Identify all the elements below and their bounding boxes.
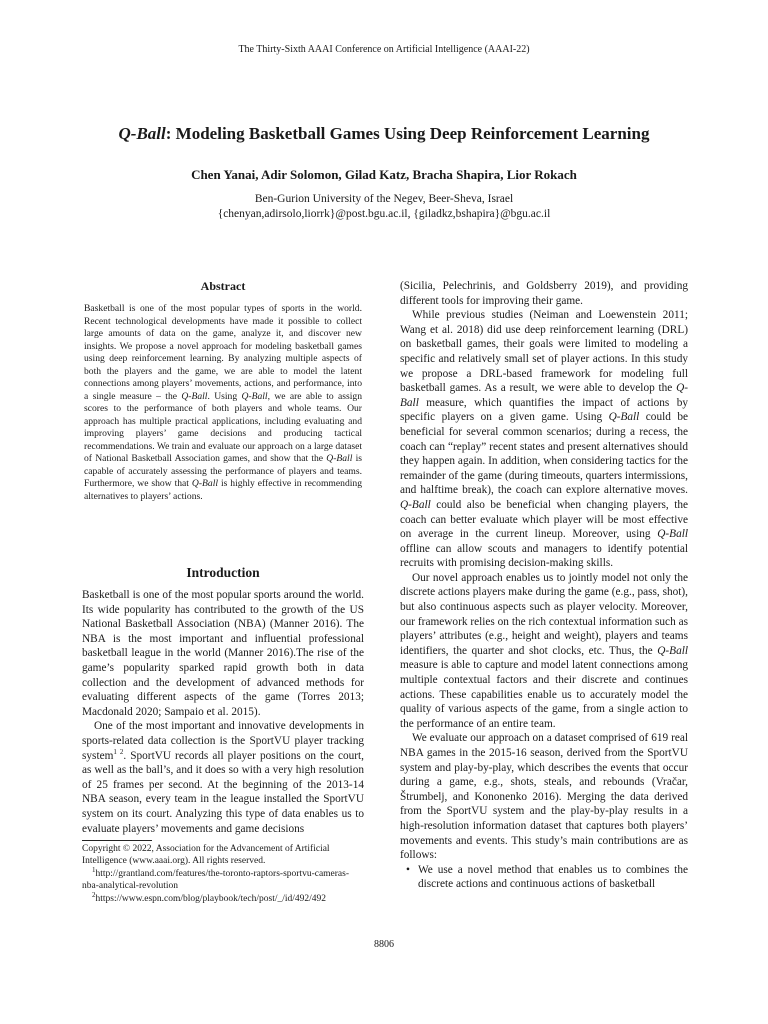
footnote-2-number: 2 [92, 890, 96, 899]
abstract-qball: Q-Ball [191, 478, 219, 489]
footnote-rule [82, 840, 152, 841]
title-rest: : Modeling Basketball Games Using Deep Reinforcement Learning [165, 124, 650, 143]
abstract-part: is highly effective in recommending alternatives to players’ actions. [84, 478, 363, 502]
footnotes [82, 843, 364, 905]
abstract-text [82, 303, 364, 503]
right-paragraph-0: (Sicilia, Pelechrinis, and Goldsberry 2019), and providing different tools for improving their game. [400, 280, 688, 307]
footnote-marks: 1 2 [113, 747, 124, 756]
abstract-part: is capable of accurately assessing the performance of players and teams. Furthermore, we show that [84, 453, 362, 489]
text-part: While previous studies (Neiman and Loewenstein 2011; Wang et al. 2018) did use deep reinforcement learning (DRL) on basketball games, their goals were limited to modeling a specific and relatively small set of player actions. In this study we propose a DRL-based framework for modeling full basketball games. As a result, we were able to develop the [400, 309, 688, 395]
abstract-qball: Q-Ball [326, 453, 353, 464]
abstract-qball: Q-Ball [181, 390, 208, 402]
right-paragraph-3: We evaluate our approach on a dataset comprised of 619 real NBA games in the 2015-16 season, derived from the SportVU system and play-by-play, which describes the events that occur during a game, e.g., shots, steals, and rebounds (Vračar, Štrumbelj, and Kononenko 2016). Merging the data derived from the SportVU system and the play-by-play results in a high-resolution information dataset that captures both players’ movements and events. This study’s main contributions are as follows: [400, 732, 688, 862]
footnote-2 [82, 890, 364, 905]
footnote-1-number: 1 [92, 865, 96, 874]
right-paragraph-2 [400, 571, 688, 732]
text-part: measure, which quantifies the impact of actions by specific players on a given game. Using [400, 396, 688, 424]
abstract-part: Basketball is one of the most popular types of sports in the world. Recent technological developments have made it possible to collect large amounts of data on the game, analyze it, and discover new insights. We propose a novel approach for modeling basketball games using deep reinforcement learning. By analyzing multiple aspects of both the players and the game, we are able to model the latent connections among players’ movements, actions, and performance, into a single measure – the [84, 303, 362, 402]
qball-term: Q-Ball [400, 382, 688, 409]
intro-text-part: One of the most important and innovative developments in sports-related data collection is the SportVU player tracking system [82, 720, 364, 762]
text-part: could also be beneficial when changing players, the coach can better evaluate which player will be most effective on average in the current lineup. Moreover, using [400, 498, 688, 541]
abstract-heading: Abstract [200, 279, 246, 293]
copyright-notice: Copyright © 2022, Association for the Advancement of Artificial Intelligence (www.aaai.org). All rights reserved. [82, 844, 330, 867]
text-part: could be beneficial for several common scenarios; during a recess, the coach can “replay” recent states and present alternatives should they happen again. In addition, when considering tactics for the remainder of the game (during timeouts, quarters intermissions, and halftime break), the coach can explore alternative moves. [400, 411, 688, 497]
right-paragraph-1 [400, 308, 688, 571]
text-part: offline can allow scouts and managers to identify potential recruits with promising decision-making skills. [400, 542, 688, 570]
authors: Chen Yanai, Adir Solomon, Gilad Katz, Bracha Shapira, Lior Rokach [191, 167, 577, 182]
affiliation-block [40, 192, 728, 222]
footnote-1-url: http://grantland.com/features/the-toronto-raptors-sportvu-cameras-nba-analytical-revolution [82, 868, 350, 892]
abstract-part: , we are able to assign scores to the performance of both players and whole teams. Our approach has multiple practical applications, including evaluating and improving players’ game decisions and producing tactical recommendations. We train and evaluate our approach on a large dataset of National Basketball Association games, and show that the [84, 390, 362, 464]
introduction-heading: Introduction [186, 565, 260, 580]
paper-title [40, 124, 728, 144]
contribution-item-1: • We use a novel method that enables us to combines the discrete actions and continuous actions of basketball [418, 863, 688, 892]
affiliation: Ben-Gurion University of the Negev, Beer-Sheva, Israel [254, 193, 514, 205]
emails: {chenyan,adirsolo,liorrk}@post.bgu.ac.il, {giladkz,bshapira}@bgu.ac.il [217, 208, 551, 220]
abstract-part: . Using [207, 390, 242, 402]
intro-paragraph-1: Basketball is one of the most popular sports around the world. Its wide popularity has contributed to the growth of the US National Basketball Association (NBA) (Manner 2016). The NBA is the most important and influential professional basketball league in the world (Manner 2016).The rise of the game’s popularity sparked rapid growth both in data collection and the development of advanced methods for evaluating different aspects of the game (Torres 2013; Macdonald 2020; Sampaio et al. 2015). [82, 589, 364, 718]
contributions-list [400, 863, 688, 892]
qball-term: Q-Ball [657, 528, 688, 541]
qball-term: Q-Ball [608, 411, 640, 424]
page-number: 8806 [374, 939, 394, 950]
intro-paragraph-2 [82, 719, 364, 836]
introduction-text [82, 588, 364, 836]
abstract-qball: Q-Ball [241, 390, 268, 402]
text-part: Our novel approach enables us to jointly model not only the discrete actions players make during the game (e.g., pass, shot), but also continuous aspects such as player velocity. Moreover, our framework relies on the rich contextual information such as players’ attributes (e.g., height and weight), players and teams identifiers, the quarter and shot clocks, etc. Thus, the [400, 571, 688, 657]
footnote-1 [82, 865, 364, 893]
text-part: measure is able to capture and model latent connections among multiple contextual factors and their discrete and continues actions. These capabilities enable us to accurately model the quality of various aspects of the game, from a single action to the performance of an entire team. [400, 659, 688, 730]
conference-header: The Thirty-Sixth AAAI Conference on Artificial Intelligence (AAAI-22) [238, 44, 530, 55]
qball-term: Q-Ball [400, 498, 431, 511]
footnote-2-url: https://www.espn.com/blog/playbook/tech/post/_/id/492/492 [95, 893, 327, 904]
right-column [400, 279, 688, 892]
qball-term: Q-Ball [657, 644, 688, 657]
title-italic: Q-Ball [118, 124, 166, 143]
intro-text-part: . SportVU records all player positions on the court, as well as the ball’s, and it does so with a very high resolution of 25 frames per second. At the beginning of the 2013-14 NBA season, every team in the league installed the SportVU system on its court. Analyzing this type of data enables us to evaluate players’ movements and game decisions [82, 749, 364, 835]
